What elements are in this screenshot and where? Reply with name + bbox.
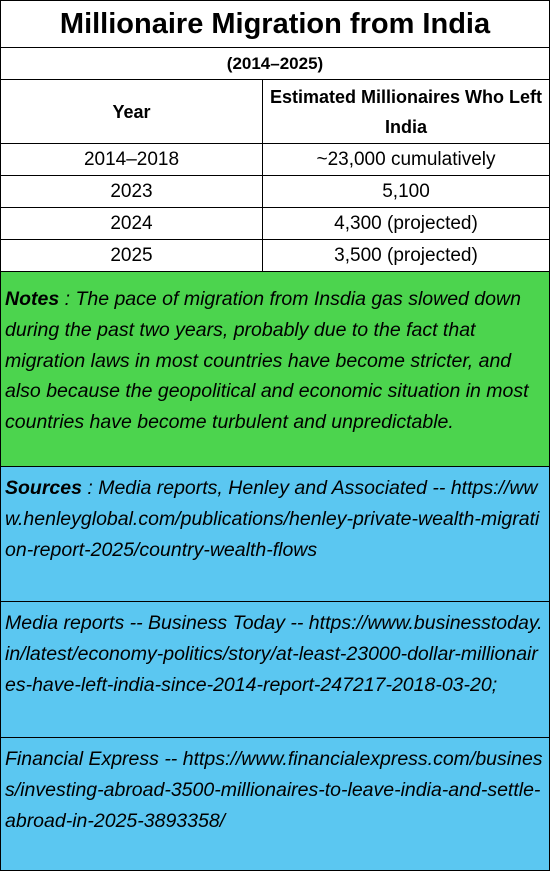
sources-block <box>1 467 549 602</box>
header-year: Year <box>1 80 263 143</box>
notes-block <box>1 272 549 467</box>
header-estimate: Estimated Millionaires Who Left India <box>269 86 543 137</box>
page-title: Millionaire Migration from India <box>1 1 549 48</box>
table-row <box>1 208 549 240</box>
cell-value: ~23,000 cumulatively <box>316 148 496 170</box>
sources-text: : Media reports, Henley and Associated -- https://www.henleyglobal.com/publications/henley-private-wealth-migration-report-2025/country-wealth-flows <box>5 477 540 561</box>
table-row <box>1 240 549 272</box>
cell-year: 2024 <box>1 208 263 239</box>
source-financial-express: Financial Express -- https://www.financialexpress.com/business/investing-abroad-3500-millionaires-to-leave-india-and-settle-abroad-in-2025-3893358/ <box>1 738 549 870</box>
table-row <box>1 176 549 208</box>
table-row <box>1 144 549 176</box>
cell-value: 3,500 (projected) <box>334 244 478 266</box>
cell-value: 5,100 <box>382 180 430 202</box>
cell-year: 2014–2018 <box>1 144 263 175</box>
notes-text: : The pace of migration from Insdia gas slowed down during the past two years, probably due to the fact that migration laws in most countries have become stricter, and also because the geopolitical and economic situation in most countries have become turbulent and unpredictable. <box>5 288 529 434</box>
notes-label: Notes <box>5 288 60 310</box>
cell-value: 4,300 (projected) <box>334 212 478 234</box>
cell-year: 2023 <box>1 176 263 207</box>
sources-label: Sources <box>5 477 82 499</box>
table-header <box>1 80 549 144</box>
cell-year: 2025 <box>1 240 263 271</box>
page-subtitle: (2014–2025) <box>1 48 549 80</box>
source-business-today: Media reports -- Business Today -- https://www.businesstoday.in/latest/economy-politics/story/at-least-23000-dollar-millionaires-have-left-india-since-2014-report-247217-2018-03-20; <box>1 602 549 738</box>
